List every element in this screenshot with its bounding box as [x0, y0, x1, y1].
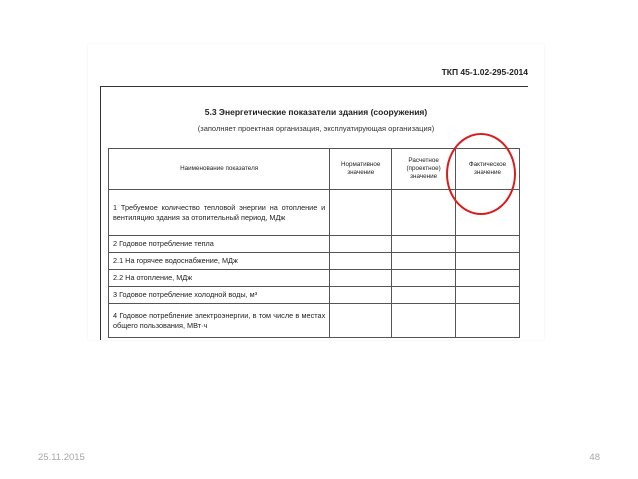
column-header-normative: Нормативное значение: [330, 149, 392, 190]
table-row: [109, 270, 520, 287]
column-header-calculated: Расчетное (проектное) значение: [392, 149, 456, 190]
calculated-cell: [392, 253, 456, 270]
row-name: 2 Годовое потребление тепла: [109, 236, 330, 253]
row-name: 1 Требуемое количество тепловой энергии на отопление и вентиляцию здания за отопительный период, МДж: [109, 190, 330, 236]
table-row: [109, 236, 520, 253]
slide-date: 25.11.2015: [38, 452, 85, 463]
actual-cell: [456, 287, 520, 304]
row-name: 4 Годовое потребление электроэнергии, в том числе в местах общего пользования, МВт·ч: [109, 304, 330, 338]
row-name: 2.1 На горячее водоснабжение, МДж: [109, 253, 330, 270]
row-name: 3 Годовое потребление холодной воды, м³: [109, 287, 330, 304]
actual-cell: [456, 236, 520, 253]
calculated-cell: [392, 190, 456, 236]
calculated-cell: [392, 236, 456, 253]
actual-cell: [456, 270, 520, 287]
actual-cell: [456, 253, 520, 270]
actual-cell: [456, 304, 520, 338]
slide-page-number: 48: [589, 452, 600, 463]
header-rule: [100, 86, 528, 87]
normative-cell: [330, 287, 392, 304]
table-header-row: [109, 149, 520, 190]
document-page: [88, 44, 544, 340]
actual-cell: [456, 190, 520, 236]
column-header-actual: Фактическое значение: [456, 149, 520, 190]
calculated-cell: [392, 270, 456, 287]
table-row: [109, 253, 520, 270]
section-subtitle: (заполняет проектная организация, эксплуатирующая организация): [197, 124, 435, 133]
calculated-cell: [392, 304, 456, 338]
row-name: 2.2 На отопление, МДж: [109, 270, 330, 287]
calculated-cell: [392, 287, 456, 304]
document-code: ТКП 45-1.02-295-2014: [441, 67, 528, 77]
normative-cell: [330, 270, 392, 287]
column-header-name: Наименование показателя: [109, 149, 330, 190]
energy-indicators-table: [108, 148, 520, 338]
normative-cell: [330, 253, 392, 270]
table-row: [109, 190, 520, 236]
normative-cell: [330, 190, 392, 236]
section-title: 5.3 Энергетические показатели здания (сооружения): [204, 107, 428, 117]
table-row: [109, 304, 520, 338]
normative-cell: [330, 304, 392, 338]
table-row: [109, 287, 520, 304]
normative-cell: [330, 236, 392, 253]
